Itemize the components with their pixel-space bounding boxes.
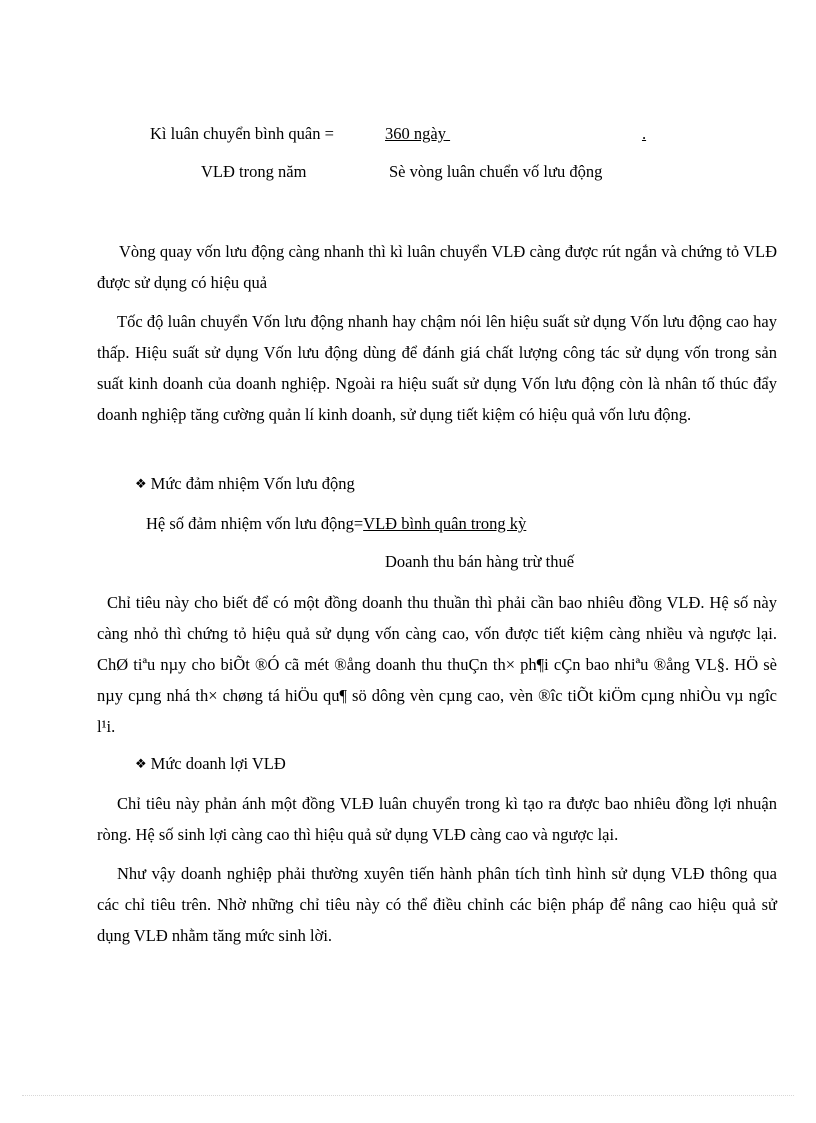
- paragraph-5: Như vậy doanh nghiệp phải thường xuyên tiến hành phân tích tình hình sử dụng VLĐ thông qua các chỉ tiêu trên. Nhờ những chỉ tiêu này có thể điều chỉnh các biện pháp để nâng cao hiệu quả sử dụng VLĐ nhằm tăng mức sinh lời.: [97, 864, 777, 945]
- formula2-line: [146, 514, 526, 534]
- paragraph-3: Chỉ tiêu này cho biết để có một đồng doanh thu thuần thì phải cần bao nhiêu đồng VLĐ. Hệ số này càng nhỏ thì chứng tỏ hiệu quả sử dụng vốn càng cao, vốn được tiết kiệm càng nhiều và ngược lại. ChØ tiªu nµy cho biÕt ®Ó cã mét ®ång doanh thu thuÇn th× ph¶i cÇn bao nhiªu ®ång VL§. HÖ sè nµy cµng nhá th× chøng tá hiÖu qu¶ sö dông vèn cµng cao, vèn ®îc tiÕt kiÖm cµng nhiÒu vµ ngîc l¹i.: [97, 593, 777, 736]
- formula1-numerator: [385, 124, 646, 144]
- formula2-denominator: Doanh thu bán hàng trừ thuế: [385, 552, 575, 571]
- paragraph-2: Tốc độ luân chuyển Vốn lưu động nhanh hay chậm nói lên hiệu suất sử dụng Vốn lưu động cao hay thấp. Hiệu suất sử dụng Vốn lưu động dùng để đánh giá chất lượng công tác sử dụng vốn trong sản suất kinh doanh của doanh nghiệp. Ngoài ra hiệu suất sử dụng Vốn lưu động còn là nhân tố thúc đẩy doanh nghiệp tăng cường quản lí kinh doanh, sử dụng tiết kiệm có hiệu quả vốn lưu động.: [97, 312, 777, 424]
- formula1-denominator: Sè vòng luân chuển vố lưu động: [389, 162, 603, 181]
- bullet-item-1: [135, 474, 355, 496]
- diamond-bullet-icon: ❖: [135, 757, 147, 772]
- formula1-numerator-rule: [446, 124, 642, 144]
- formula1-label: Kì luân chuyển bình quân =: [150, 124, 334, 143]
- diamond-bullet-icon: ❖: [135, 477, 147, 492]
- formula1-numerator-tail: .: [641, 124, 647, 143]
- bullet-item-1-label: Mức đảm nhiệm Vốn lưu động: [150, 474, 355, 493]
- formula1-numerator-text: 360 ngày: [385, 124, 446, 143]
- formula2-numerator: VLĐ bình quân trong kỳ: [363, 514, 527, 533]
- formula2-label: Hệ số đảm nhiệm vốn lưu động=: [146, 514, 364, 533]
- formula1-row2-left: VLĐ trong năm: [201, 162, 307, 181]
- bullet-item-2-label: Mức doanh lợi VLĐ: [150, 754, 286, 773]
- paragraph-1: Vòng quay vốn lưu động càng nhanh thì kì luân chuyển VLĐ càng được rút ngắn và chứng tỏ VLĐ được sử dụng có hiệu quả: [97, 242, 777, 292]
- page-bottom-divider: [22, 1095, 794, 1096]
- bullet-item-2: [135, 754, 286, 776]
- paragraph-4: Chỉ tiêu này phản ánh một đồng VLĐ luân chuyển trong kì tạo ra được bao nhiêu đồng lợi nhuận ròng. Hệ số sinh lợi càng cao thì hiệu quả sử dụng VLĐ càng cao và ngược lại.: [97, 794, 777, 844]
